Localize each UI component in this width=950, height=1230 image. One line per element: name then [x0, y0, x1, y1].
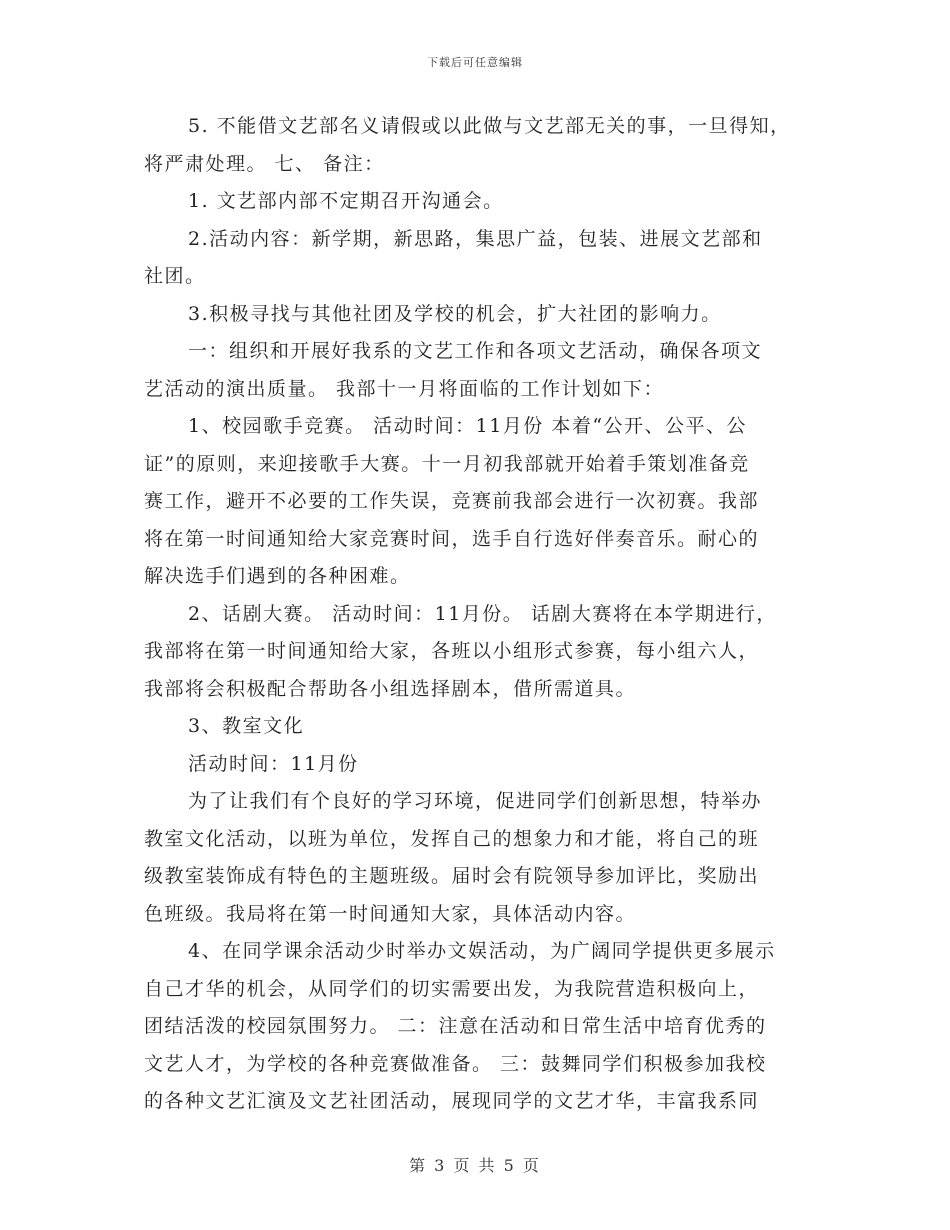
text-line: 解决选手们遇到的各种困难。 — [144, 565, 411, 587]
text-line: 2、话剧大赛。 活动时间：11月份。 话剧大赛将在本学期进行， — [188, 602, 777, 625]
text-line: 3.积极寻找与其他社团及学校的机会，扩大社团的影响力。 — [188, 302, 722, 325]
text-line: 一：组织和开展好我系的文艺工作和各项文艺活动，确保各项文 — [188, 340, 763, 362]
text-line: 我部将在第一时间通知给大家，各班以小组形式参赛，每小组六人， — [144, 640, 760, 662]
text-line: 赛工作，避开不必要的工作失误，竞赛前我部会进行一次初赛。我部 — [144, 490, 760, 512]
text-line: 社团。 — [144, 265, 206, 287]
text-line: 证”的原则，来迎接歌手大赛。十一月初我部就开始着手策划准备竞 — [144, 452, 750, 475]
page-number: 第 3 页 共 5 页 — [409, 1156, 541, 1175]
text-line: 团结活泼的校园氛围努力。 二：注意在活动和日常生活中培育优秀的 — [144, 1015, 767, 1037]
text-line: 1、校园歌手竞赛。 活动时间：11月份 本着“公开、公平、公 — [188, 415, 748, 437]
text-line: 我部将会积极配合帮助各小组选择剧本，借所需道具。 — [144, 677, 637, 700]
text-line: 1. 文艺部内部不定期召开沟通会。 — [188, 190, 504, 212]
text-line: 自己才华的机会，从同学们的切实需要出发，为我院营造积极向上， — [144, 977, 760, 1000]
text-line: 文艺人才，为学校的各种竞赛做准备。 三：鼓舞同学们积极参加我校 — [144, 1052, 767, 1075]
text-line: 教室文化活动，以班为单位，发挥自己的想象力和才能，将自己的班 — [144, 827, 760, 850]
text-line: 将严肃处理。 七、 备注： — [144, 152, 385, 175]
text-line: 2.活动内容：新学期，新思路，集思广益，包装、进展文艺部和 — [188, 227, 763, 250]
text-line: 将在第一时间通知给大家竞赛时间，选手自行选好伴奏音乐。耐心的 — [144, 527, 760, 550]
text-line: 4、在同学课余活动少时举办文娱活动，为广阔同学提供更多展示 — [188, 940, 776, 962]
text-line: 色班级。我局将在第一时间通知大家，具体活动内容。 — [144, 902, 637, 925]
text-line: 艺活动的演出质量。 我部十一月将面临的工作计划如下： — [144, 377, 665, 400]
text-line: 为了让我们有个良好的学习环境，促进同学们创新思想，特举办 — [188, 790, 763, 812]
text-line: 的各种文艺汇演及文艺社团活动，展现同学的文艺才华，丰富我系同 — [144, 1090, 760, 1112]
text-line: 级教室装饰成有特色的主题班级。届时会有院领导参加评比，奖励出 — [144, 865, 760, 887]
text-line: 活动时间：11月份 — [188, 752, 359, 775]
document-body — [144, 108, 812, 1121]
page-header: 下载后可任意编辑 — [427, 56, 523, 69]
text-line: 5. 不能借文艺部名义请假或以此做与文艺部无关的事，一旦得知， — [188, 115, 791, 137]
text-line: 3、教室文化 — [188, 715, 305, 737]
